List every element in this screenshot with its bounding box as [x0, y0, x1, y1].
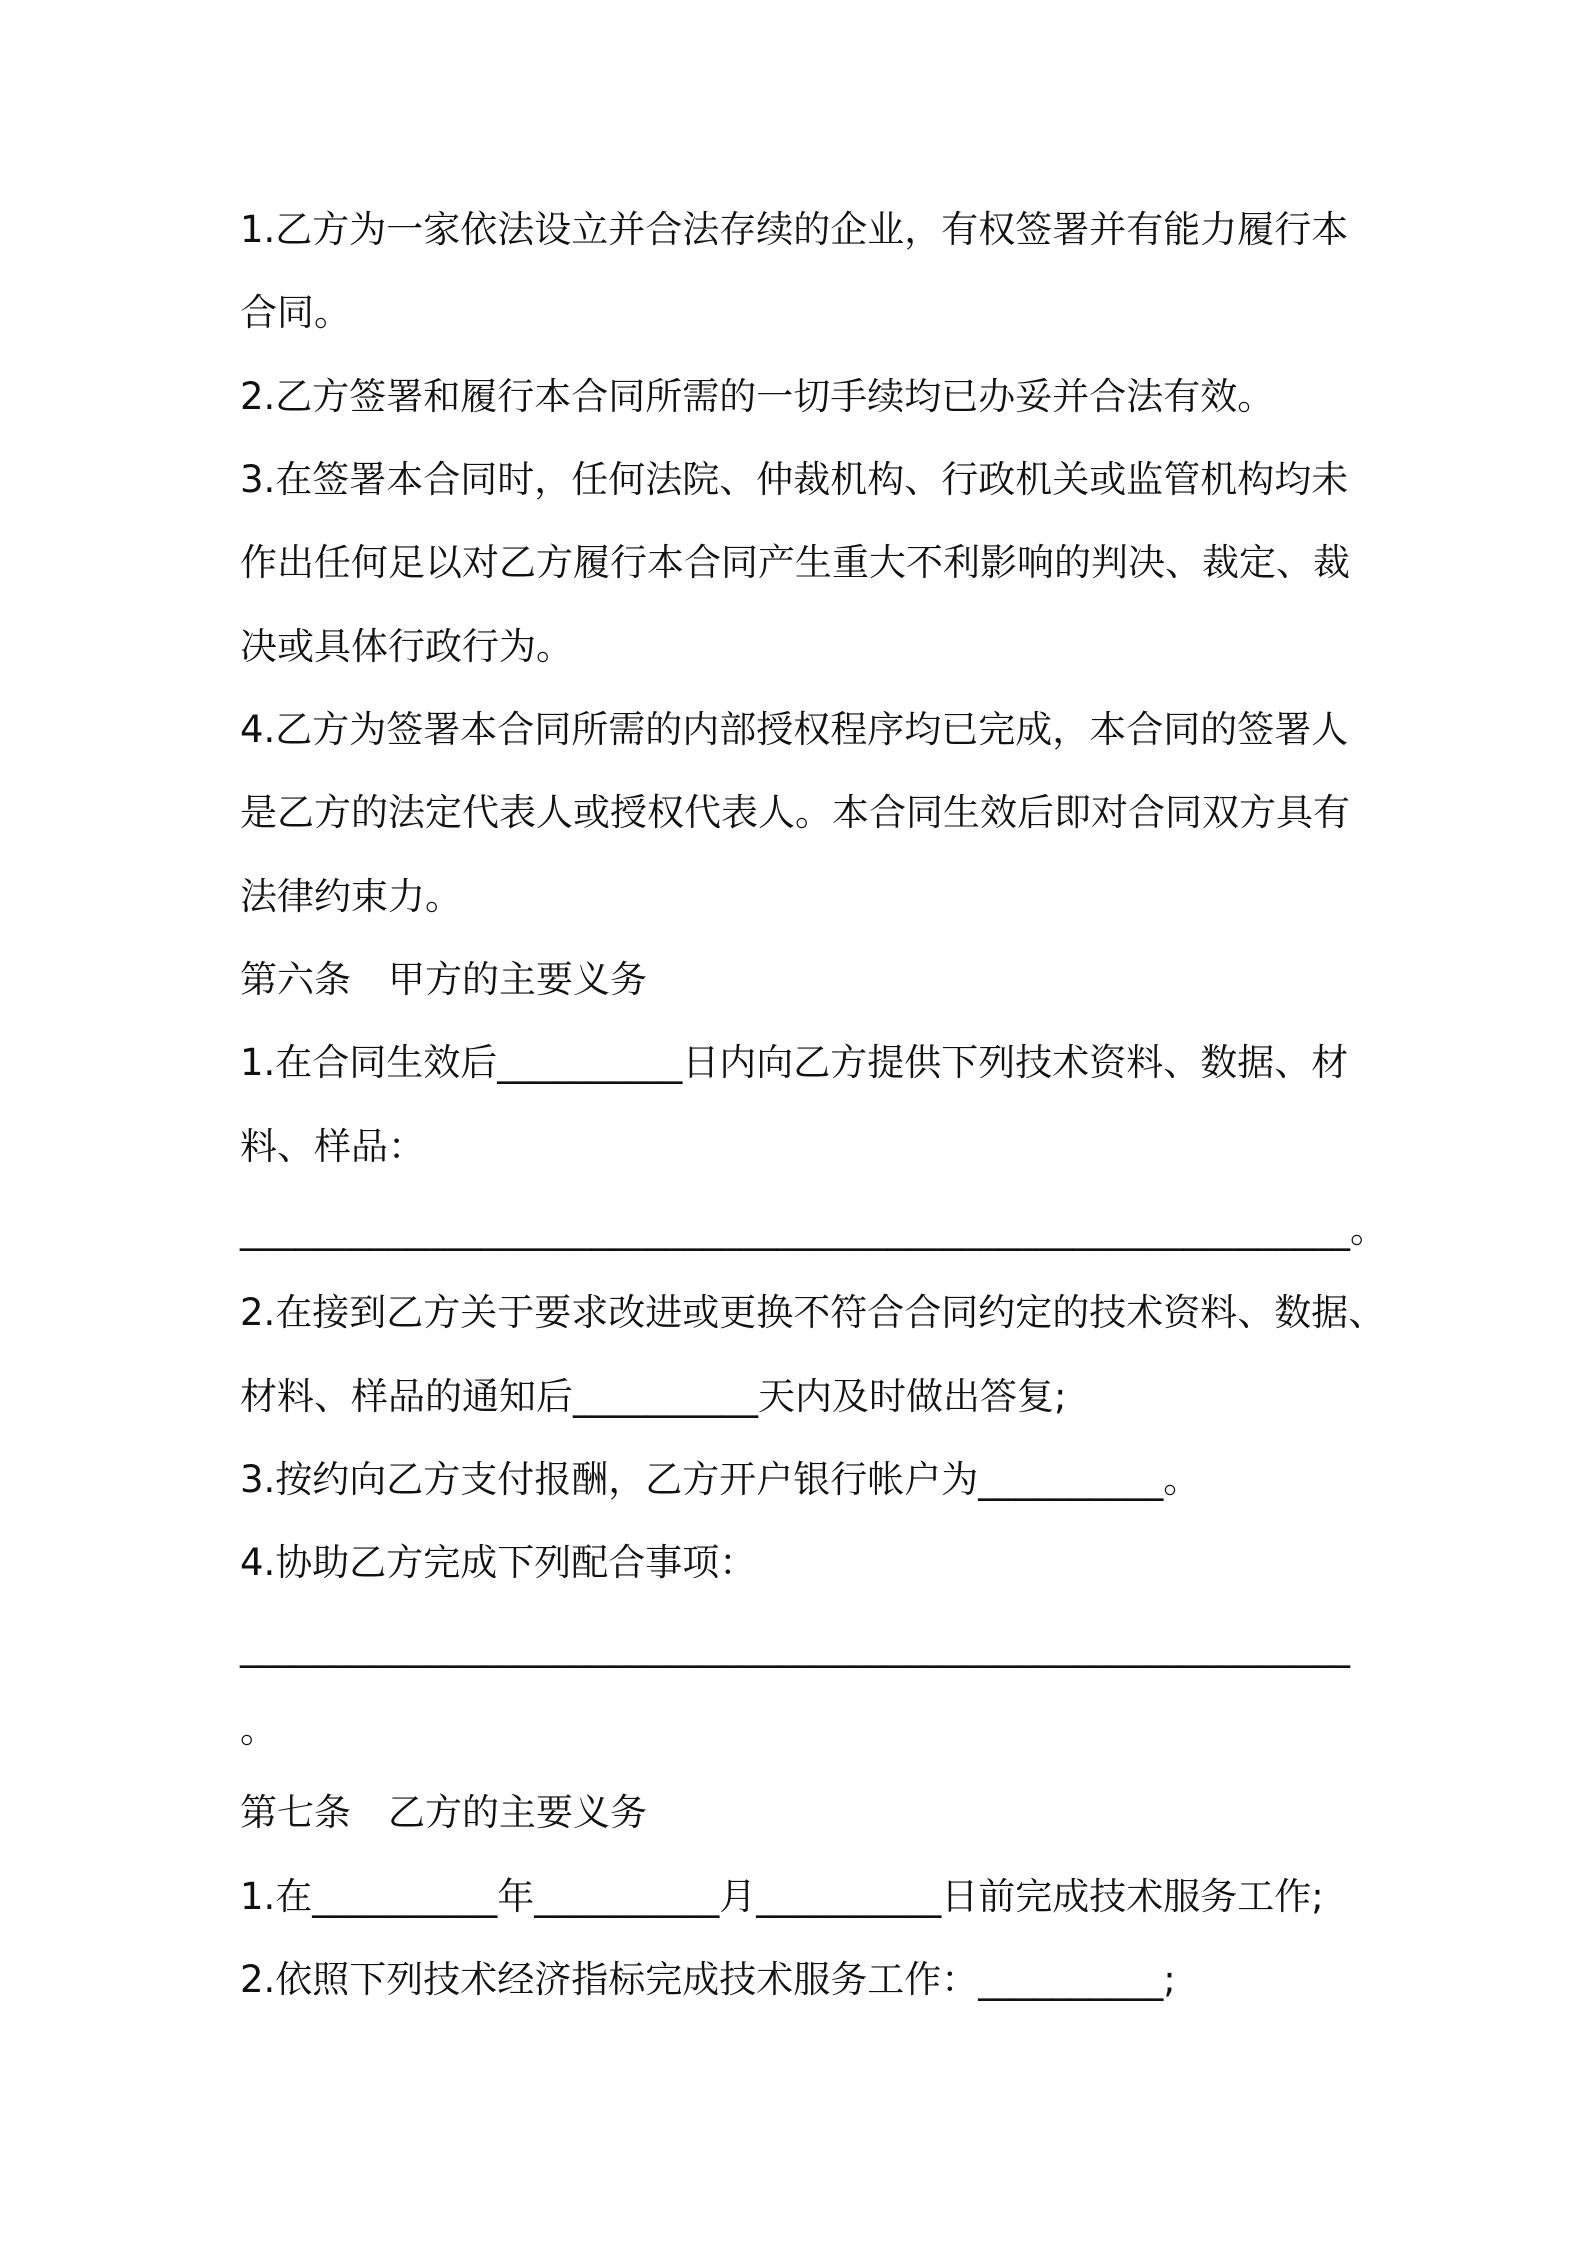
blank-line: ____________________________________________________________: [240, 1625, 1350, 1668]
blank-line: ____________________________________________________________。: [240, 1208, 1387, 1251]
section-heading: 第七条 乙方的主要义务: [240, 1791, 647, 1834]
text-line: 4.协助乙方完成下列配合事项：: [240, 1541, 757, 1584]
text-line: 1.在合同生效后__________日内向乙方提供下列技术资料、数据、材: [240, 1041, 1349, 1084]
text-line: 料、样品：: [240, 1125, 425, 1168]
text-line: 是乙方的法定代表人或授权代表人。本合同生效后即对合同双方具有: [240, 791, 1350, 834]
text-line: 3.按约向乙方支付报酬，乙方开户银行帐户为__________。: [240, 1458, 1201, 1501]
text-line: 2.在接到乙方关于要求改进或更换不符合合同约定的技术资料、数据、: [240, 1291, 1386, 1334]
text-line: 法律约束力。: [240, 875, 462, 918]
text-line: 合同。: [240, 291, 351, 334]
section-heading: 第六条 甲方的主要义务: [240, 958, 647, 1001]
text-line: 决或具体行政行为。: [240, 625, 573, 668]
text-line: 材料、样品的通知后__________天内及时做出答复;: [240, 1375, 1067, 1418]
text-line: 3.在签署本合同时，任何法院、仲裁机构、行政机关或监管机构均未: [240, 458, 1349, 501]
text-line: 作出任何足以对乙方履行本合同产生重大不利影响的判决、裁定、裁: [240, 541, 1350, 584]
text-line: 2.依照下列技术经济指标完成技术服务工作：__________;: [240, 1958, 1176, 2001]
text-line: 1.乙方为一家依法设立并合法存续的企业，有权签署并有能力履行本: [240, 208, 1349, 251]
text-line: 2.乙方签署和履行本合同所需的一切手续均已办妥并合法有效。: [240, 375, 1275, 418]
text-line: 。: [240, 1708, 277, 1751]
text-line: 4.乙方为签署本合同所需的内部授权程序均已完成，本合同的签署人: [240, 708, 1349, 751]
text-line: 1.在__________年__________月__________日前完成技术服务工作;: [240, 1875, 1324, 1918]
